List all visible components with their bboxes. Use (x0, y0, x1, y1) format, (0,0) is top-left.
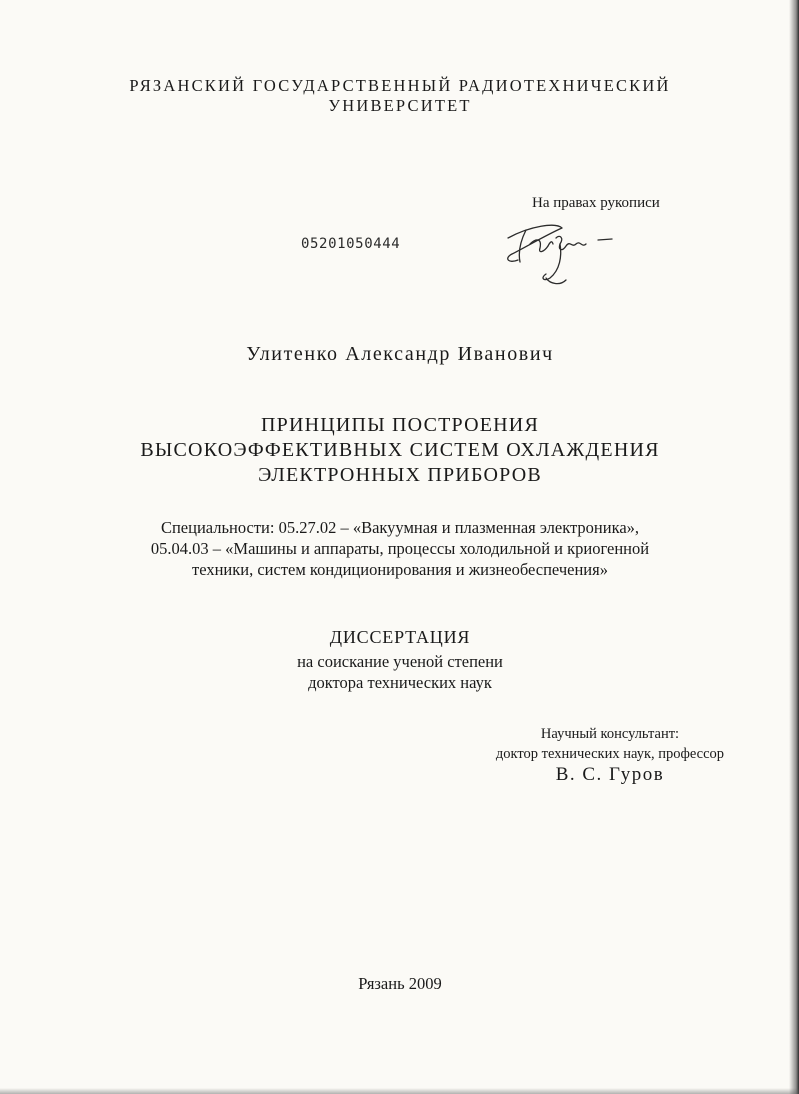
specialties-line-2: 05.04.03 – «Машины и аппараты, процессы холодильной и криогенной (150, 539, 650, 558)
author-name: Улитенко Александр Иванович (246, 343, 554, 365)
title-line-2: ВЫСОКОЭФФЕКТИВНЫХ СИСТЕМ ОХЛАЖДЕНИЯ (140, 439, 660, 461)
manuscript-note: На правах рукописи (532, 195, 660, 211)
specialties-line-1: Специальности: 05.27.02 – «Вакуумная и плазменная электроника», (160, 518, 640, 537)
scan-edge-bottom (0, 1088, 799, 1094)
degree-line-1: на соискание ученой степени (297, 652, 503, 671)
registration-number: 05201050444 (301, 236, 401, 252)
title-line-1: ПРИНЦИПЫ ПОСТРОЕНИЯ (261, 414, 539, 436)
consultant-label: Научный консультант: (540, 726, 680, 742)
university-name-line-2: УНИВЕРСИТЕТ (328, 96, 472, 115)
city-and-year: Рязань 2009 (358, 974, 442, 993)
degree-sought (200, 651, 600, 693)
document-type: ДИССЕРТАЦИЯ (329, 627, 471, 647)
dissertation-title (60, 413, 740, 488)
university-name-line-1: РЯЗАНСКИЙ ГОСУДАРСТВЕННЫЙ РАДИОТЕХНИЧЕСКИЙ (129, 76, 671, 95)
consultant-name: В. С. Гуров (555, 764, 665, 785)
author-signature (490, 208, 640, 292)
degree-line-2: доктора технических наук (308, 673, 492, 692)
title-line-3: ЭЛЕКТРОННЫХ ПРИБОРОВ (258, 464, 542, 486)
consultant-credentials: доктор технических наук, профессор (495, 746, 725, 762)
scan-edge-right (789, 0, 799, 1094)
university-name (80, 76, 720, 116)
scientific-consultant (460, 724, 760, 764)
specialties-line-3: техники, систем кондиционирования и жизнеобеспечения» (192, 560, 608, 579)
specialties (60, 517, 740, 580)
